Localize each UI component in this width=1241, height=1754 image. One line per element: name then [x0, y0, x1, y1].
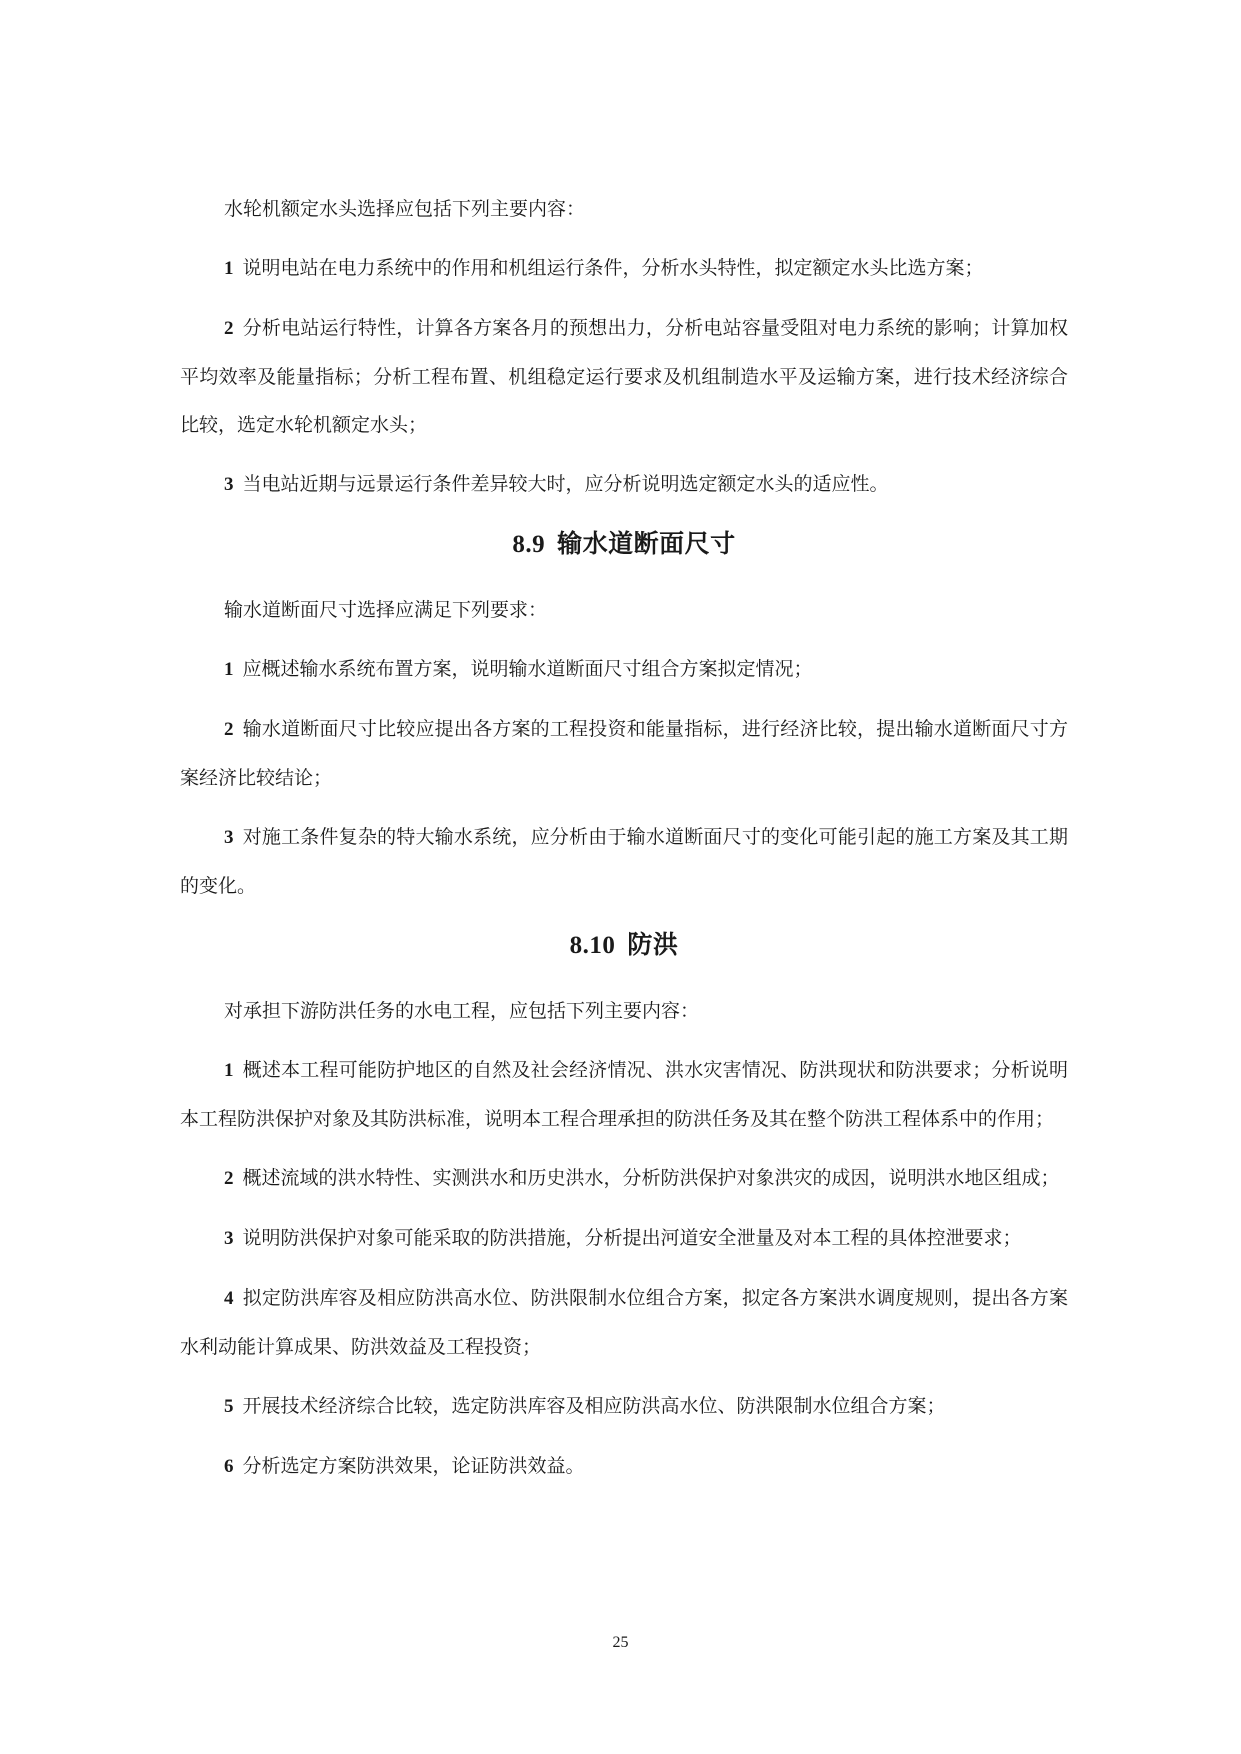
section-89-heading: [180, 520, 1068, 569]
section-810-item-5: [180, 1382, 1068, 1431]
item-number: 4: [224, 1288, 234, 1309]
item-text: 当电站近期与远景运行条件差异较大时，应分析说明选定额定水头的适应性。: [242, 473, 889, 495]
item-text: 分析电站运行特性，计算各方案各月的预想出力，分析电站容量受阻对电力系统的影响；计算加权平均效率及能量指标；分析工程布置、机组稳定运行要求及机组制造水平及运输方案，进行技术经济综合比较，选定水轮机额定水头；: [180, 317, 1068, 436]
item-number: 1: [224, 258, 234, 279]
item-text: 说明防洪保护对象可能采取的防洪措施，分析提出河道安全泄量及对本工程的具体控泄要求；: [242, 1227, 1022, 1249]
item-number: 2: [224, 719, 234, 740]
section-number: 8.10: [569, 932, 616, 959]
section-a-item-3: [180, 460, 1068, 509]
item-text: 开展技术经济综合比较，选定防洪库容及相应防洪高水位、防洪限制水位组合方案；: [242, 1395, 946, 1417]
item-text: 概述本工程可能防护地区的自然及社会经济情况、洪水灾害情况、防洪现状和防洪要求；分析说明本工程防洪保护对象及其防洪标准，说明本工程合理承担的防洪任务及其在整个防洪工程体系中的作用；: [180, 1059, 1068, 1130]
item-number: 2: [224, 1168, 234, 1189]
item-number: 2: [224, 318, 234, 339]
section-810-item-4: [180, 1274, 1068, 1371]
item-text: 说明电站在电力系统中的作用和机组运行条件，分析水头特性，拟定额定水头比选方案；: [242, 257, 984, 279]
item-text: 应概述输水系统布置方案，说明输水道断面尺寸组合方案拟定情况；: [242, 658, 813, 680]
section-810-item-6: [180, 1442, 1068, 1491]
section-title: 输水道断面尺寸: [557, 529, 736, 558]
item-number: 1: [224, 659, 234, 680]
section-810-item-2: [180, 1154, 1068, 1203]
item-number: 3: [224, 474, 234, 495]
section-title: 防洪: [627, 930, 679, 959]
section-a-intro: 水轮机额定水头选择应包括下列主要内容：: [224, 198, 586, 220]
item-text: 拟定防洪库容及相应防洪高水位、防洪限制水位组合方案，拟定各方案洪水调度规则，提出各方案水利动能计算成果、防洪效益及工程投资；: [180, 1287, 1068, 1358]
item-number: 1: [224, 1060, 234, 1081]
page-number: 25: [612, 1634, 629, 1651]
item-text: 对施工条件复杂的特大输水系统，应分析由于输水道断面尺寸的变化可能引起的施工方案及其工期的变化。: [180, 826, 1068, 897]
item-number: 3: [224, 827, 234, 848]
item-number: 3: [224, 1228, 234, 1249]
section-89-intro: 输水道断面尺寸选择应满足下列要求：: [224, 599, 548, 621]
section-89-item-3: [180, 813, 1068, 910]
item-text: 概述流域的洪水特性、实测洪水和历史洪水，分析防洪保护对象洪灾的成因，说明洪水地区组成；: [242, 1167, 1060, 1189]
section-810-intro: 对承担下游防洪任务的水电工程，应包括下列主要内容：: [224, 1000, 700, 1022]
section-a-item-1: [180, 244, 1068, 293]
item-number: 6: [224, 1456, 234, 1477]
section-810-item-3: [180, 1214, 1068, 1263]
page-content: [180, 185, 1068, 1502]
section-810-heading: [180, 921, 1068, 970]
item-text: 输水道断面尺寸比较应提出各方案的工程投资和能量指标，进行经济比较，提出输水道断面尺寸方案经济比较结论；: [180, 718, 1068, 789]
section-810-item-1: [180, 1046, 1068, 1143]
section-number: 8.9: [512, 531, 546, 558]
item-text: 分析选定方案防洪效果，论证防洪效益。: [242, 1455, 585, 1477]
section-a-item-2: [180, 304, 1068, 449]
section-89-item-1: [180, 645, 1068, 694]
item-number: 5: [224, 1396, 234, 1417]
section-89-item-2: [180, 705, 1068, 802]
